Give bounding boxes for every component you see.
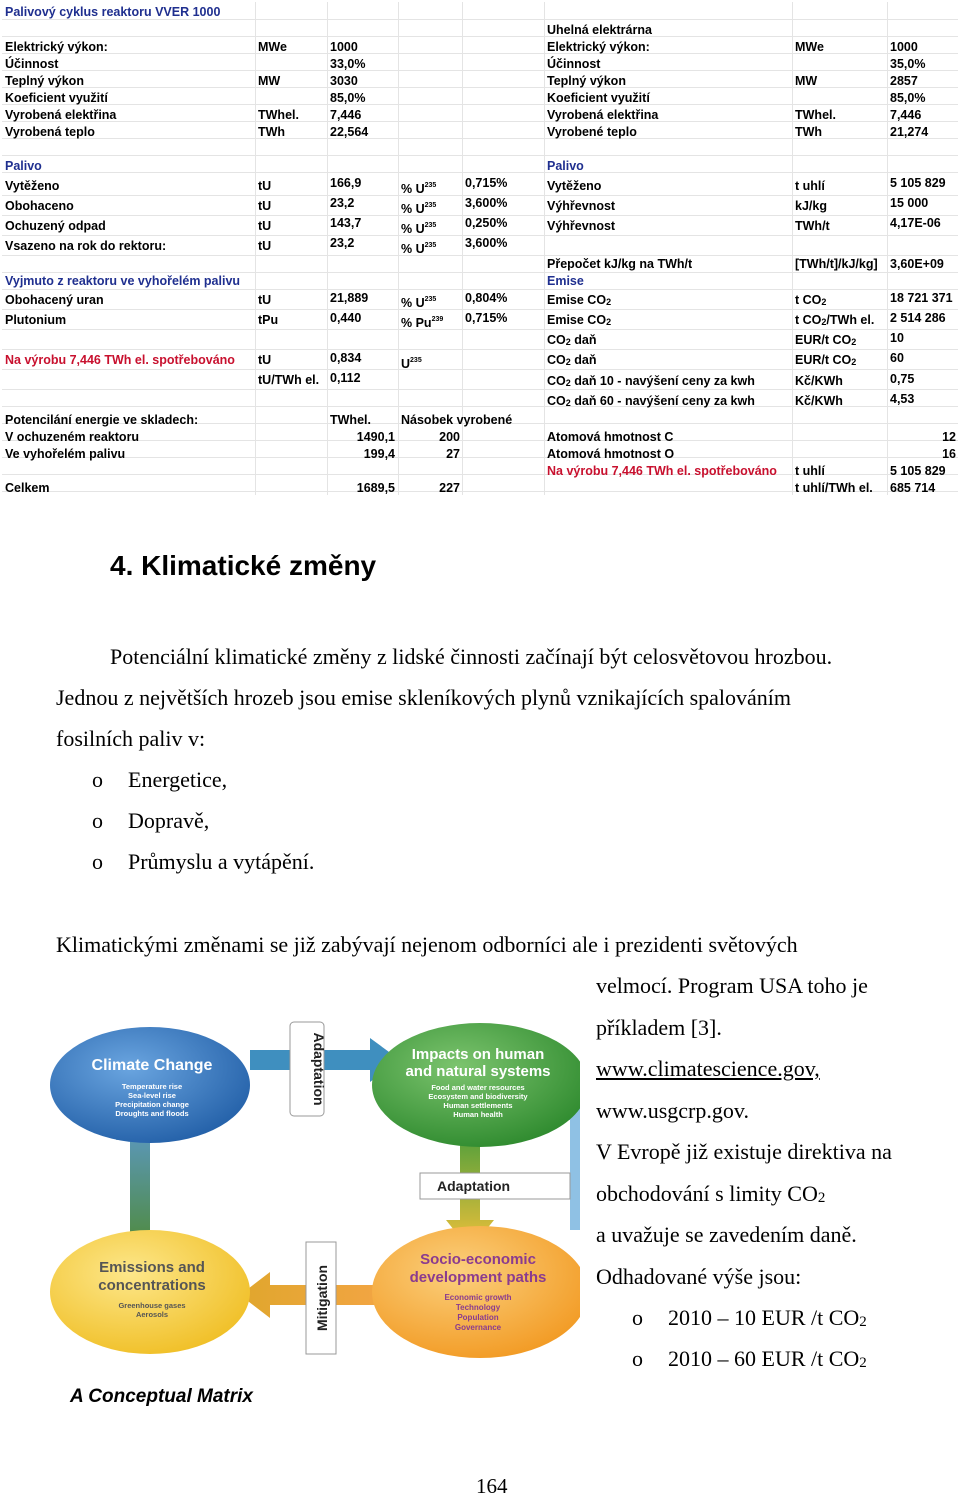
fuel-unit: tU bbox=[258, 179, 272, 193]
adaptation-horizontal-label: Adaptation bbox=[437, 1178, 511, 1194]
emise-unit: t $CO_2$ bbox=[795, 293, 827, 307]
spent-percent: 0,804% bbox=[465, 291, 508, 305]
param-label: Elektrický výkon: bbox=[5, 40, 108, 54]
atom-o-label: Atomová hmotnost O bbox=[547, 447, 675, 461]
potencial-row-label: V ochuzeném reaktoru bbox=[5, 430, 140, 444]
grid-line bbox=[2, 70, 958, 71]
emissions-title-1: Emissions and bbox=[99, 1259, 205, 1276]
potencial-row-value: 199,4 bbox=[363, 447, 395, 461]
spreadsheet bbox=[2, 2, 958, 495]
grid-line bbox=[2, 19, 958, 20]
climate-item: Droughts and floods bbox=[115, 1109, 189, 1118]
param-label: Vyrobené teplo bbox=[547, 125, 637, 139]
param-label: Účinnost bbox=[5, 57, 59, 71]
emise-unit: Kč/KWh bbox=[795, 394, 843, 408]
bullet-marker: o bbox=[632, 1346, 643, 1371]
spent-unit: tU bbox=[258, 293, 272, 307]
potencial-row-value: 1490,1 bbox=[356, 430, 395, 444]
grid-line bbox=[2, 155, 958, 156]
spent-consumed-isotope: $U^{235}$ bbox=[401, 357, 422, 371]
mitigation-label: Mitigation bbox=[314, 1264, 330, 1332]
emise-unit: Kč/KWh bbox=[795, 374, 843, 388]
spent-label: Plutonium bbox=[5, 313, 67, 327]
fuel-unit: tU bbox=[258, 199, 272, 213]
param-label: Vyrobená elektřina bbox=[5, 108, 117, 122]
param-unit: MWe bbox=[795, 40, 824, 54]
param-value: 35,0% bbox=[890, 57, 926, 71]
impacts-item: Food and water resources bbox=[431, 1083, 525, 1092]
bullet-item: 2010 – 10 EUR /t $CO_2$ bbox=[668, 1305, 867, 1330]
potencial-row-multiple: 200 bbox=[439, 430, 460, 444]
climate-item: Temperature rise bbox=[121, 1082, 183, 1091]
param-unit: MW bbox=[795, 74, 818, 88]
param-value: 7,446 bbox=[330, 108, 362, 122]
fuel-unit: kJ/kg bbox=[795, 199, 827, 213]
section-heading: 4. Klimatické změny bbox=[110, 550, 377, 581]
impacts-title-2: and natural systems bbox=[405, 1063, 551, 1080]
param-value: 1000 bbox=[890, 40, 918, 54]
prepocet-label: Přepočet kJ/kg na TWh/t bbox=[547, 257, 693, 271]
climate-title: Climate Change bbox=[91, 1057, 213, 1074]
param-label: Teplný výkon bbox=[547, 74, 626, 88]
socio-economic-ellipse bbox=[372, 1226, 580, 1358]
emise-value: 2 514 286 bbox=[890, 311, 946, 325]
emise-label: $CO_2$ daň 10 - navýšení ceny za kwh bbox=[547, 374, 755, 388]
spent-label: Obohacený uran bbox=[5, 293, 104, 307]
potencial-unit: TWhel. bbox=[330, 413, 371, 427]
socio-item: Technology bbox=[455, 1303, 501, 1312]
param-value: 2857 bbox=[890, 74, 918, 88]
vyjmuto-title: Vyjmuto z reaktoru ve vyhořelém palivu bbox=[5, 274, 241, 288]
socio-item: Population bbox=[457, 1313, 499, 1322]
fuel-value: 23,2 bbox=[330, 196, 355, 210]
adaptation-vertical-label: Adaptation bbox=[311, 1032, 327, 1106]
grid-line bbox=[2, 36, 958, 37]
fuel-label: Vytěženo bbox=[5, 179, 60, 193]
param-unit: TWhel. bbox=[795, 108, 836, 122]
prepocet-unit: [TWh/t]/kJ/kg] bbox=[795, 257, 878, 271]
emise-unit: EUR/t $CO_2$ bbox=[795, 333, 857, 347]
bullet-marker: o bbox=[92, 849, 103, 874]
potencial-row-multiple: 227 bbox=[439, 481, 460, 495]
fuel-value: 5 105 829 bbox=[890, 176, 946, 190]
potencial-row-label: Celkem bbox=[5, 481, 50, 495]
fuel-percent: 0,715% bbox=[465, 176, 508, 190]
paragraph2-line6: a uvažuje se zavedením daně. bbox=[596, 1222, 857, 1247]
left-palivo-title: Palivo bbox=[5, 159, 42, 173]
grid-line bbox=[327, 2, 328, 495]
left-sheet-title: Palivový cyklus reaktoru VVER 1000 bbox=[5, 5, 221, 19]
fuel-unit: t uhlí bbox=[795, 179, 825, 193]
fuel-isotope: % $U^{235}$ bbox=[401, 182, 437, 196]
conceptual-matrix-diagram bbox=[40, 1010, 580, 1380]
paragraph2-line5: obchodování s limity $CO_2$ bbox=[596, 1181, 826, 1206]
socio-item: Economic growth bbox=[444, 1293, 512, 1302]
param-value: 33,0% bbox=[330, 57, 366, 71]
fuel-percent: 0,250% bbox=[465, 216, 508, 230]
paragraph2-line3: příkladem [3]. bbox=[596, 1015, 722, 1040]
grid-line bbox=[2, 289, 958, 290]
fuel-percent: 3,600% bbox=[465, 236, 508, 250]
paragraph1-line1: Potenciální klimatické změny z lidské činnosti začínají být celosvětovou hrozbou. bbox=[110, 644, 833, 669]
grid-line bbox=[792, 2, 793, 495]
param-unit: TWhel. bbox=[258, 108, 299, 122]
coal-per-twh-value: 685 714 bbox=[890, 481, 936, 495]
spent-value: 0,440 bbox=[330, 311, 362, 325]
link-usgcrp[interactable]: www.usgcrp.gov. bbox=[596, 1098, 749, 1123]
fuel-label: Ochuzený odpad bbox=[5, 219, 106, 233]
paragraph1-line3: fosilních paliv v: bbox=[56, 726, 206, 751]
fuel-value: 4,17E-06 bbox=[890, 216, 941, 230]
impacts-item: Ecosystem and biodiversity bbox=[428, 1092, 528, 1101]
right-sheet-title: Uhelná elektrárna bbox=[547, 23, 652, 37]
prepocet-value: 3,60E+09 bbox=[890, 257, 944, 271]
param-unit: MWe bbox=[258, 40, 287, 54]
emissions-title-2: concentrations bbox=[98, 1277, 206, 1294]
emissions-item: Aerosols bbox=[135, 1310, 169, 1319]
spent-unit: tPu bbox=[258, 313, 279, 327]
param-label: Koeficient využití bbox=[5, 91, 108, 105]
grid-line bbox=[544, 2, 545, 495]
emise-label: Emise $CO_2$ bbox=[547, 313, 612, 327]
param-label: Koeficient využití bbox=[547, 91, 650, 105]
fuel-isotope: % $U^{235}$ bbox=[401, 202, 437, 216]
climate-item: Sea-level rise bbox=[128, 1091, 176, 1100]
paragraph2-line1: Klimatickými změnami se již zabývají nejenom odborníci ale i prezidenti světových bbox=[56, 932, 798, 957]
param-value: 21,274 bbox=[890, 125, 929, 139]
param-value: 1000 bbox=[330, 40, 358, 54]
fuel-label: Výhřevnost bbox=[547, 199, 616, 213]
param-value: 85,0% bbox=[890, 91, 926, 105]
potencial-label: Potencilání energie ve skladech: bbox=[5, 413, 199, 427]
spent-consumed-value: 0,834 bbox=[330, 351, 362, 365]
bullet-marker: o bbox=[92, 808, 103, 833]
page-number: 164 bbox=[476, 1474, 508, 1498]
emise-unit: t $CO_2$/TWh el. bbox=[795, 313, 875, 327]
param-label: Vyrobená elektřina bbox=[547, 108, 659, 122]
grid-line bbox=[2, 309, 958, 310]
coal-per-twh-unit: t uhlí/TWh el. bbox=[795, 481, 873, 495]
coal-consumed-unit: t uhlí bbox=[795, 464, 825, 478]
climate-item: Precipitation change bbox=[115, 1100, 189, 1109]
emise-value: 0,75 bbox=[890, 372, 915, 386]
atom-c-value: 12 bbox=[942, 430, 956, 444]
fuel-label: Výhřevnost bbox=[547, 219, 616, 233]
fuel-label: Vsazeno na rok do rektoru: bbox=[5, 239, 167, 253]
grid-line bbox=[255, 2, 256, 495]
spent-isotope: % Pu$^{239}$ bbox=[401, 316, 444, 330]
impacts-title-1: Impacts on human bbox=[411, 1046, 545, 1063]
bullet-item: Dopravě, bbox=[128, 808, 210, 833]
grid-line bbox=[2, 329, 958, 330]
emise-label: Emise $CO_2$ bbox=[547, 293, 612, 307]
fuel-value: 166,9 bbox=[330, 176, 362, 190]
socio-item: Governance bbox=[454, 1323, 502, 1332]
grid-line bbox=[2, 172, 958, 173]
grid-line bbox=[887, 2, 888, 495]
emise-label: $CO_2$ daň bbox=[547, 353, 597, 367]
spent-per-twh-value: 0,112 bbox=[330, 371, 361, 385]
potencial-row-label: Ve vyhořelém palivu bbox=[5, 447, 126, 461]
grid-line bbox=[2, 440, 958, 441]
paragraph2-line4: V Evropě již existuje direktiva na bbox=[596, 1139, 892, 1164]
fuel-value: 143,7 bbox=[330, 216, 362, 230]
param-value: 22,564 bbox=[330, 125, 369, 139]
fuel-label: Vytěženo bbox=[547, 179, 602, 193]
emise-value: 60 bbox=[890, 351, 904, 365]
right-palivo-title: Palivo bbox=[547, 159, 584, 173]
grid-line bbox=[2, 349, 958, 350]
potencial-multiple: Násobek vyrobené bbox=[401, 413, 513, 427]
potencial-row-value: 1689,5 bbox=[356, 481, 395, 495]
emise-unit: EUR/t $CO_2$ bbox=[795, 353, 857, 367]
grid-line bbox=[2, 255, 958, 256]
paragraph1-line2: Jednou z největších hrozeb jsou emise skleníkových plynů vznikajících spalováním bbox=[56, 685, 791, 710]
param-label: Elektrický výkon: bbox=[547, 40, 650, 54]
emise-value: 10 bbox=[890, 331, 904, 345]
param-label: Teplný výkon bbox=[5, 74, 84, 88]
figure-caption: A Conceptual Matrix bbox=[70, 1386, 253, 1407]
fuel-isotope: % $U^{235}$ bbox=[401, 242, 437, 256]
param-value: 3030 bbox=[330, 74, 358, 88]
spent-consumed-unit: tU bbox=[258, 353, 272, 367]
bullet-marker: o bbox=[632, 1305, 643, 1330]
grid-line bbox=[398, 2, 399, 495]
spent-isotope: % $U^{235}$ bbox=[401, 296, 437, 310]
bullet-item: Průmyslu a vytápění. bbox=[128, 849, 315, 874]
atom-o-value: 16 bbox=[942, 447, 956, 461]
emise-title: Emise bbox=[547, 274, 584, 288]
emise-label: $CO_2$ daň 60 - navýšení ceny za kwh bbox=[547, 394, 755, 408]
spent-percent: 0,715% bbox=[465, 311, 508, 325]
param-value: 7,446 bbox=[890, 108, 922, 122]
param-unit: TWh bbox=[795, 125, 823, 139]
param-unit: MW bbox=[258, 74, 281, 88]
potencial-row-multiple: 27 bbox=[446, 447, 460, 461]
socio-title-2: development paths bbox=[409, 1269, 547, 1286]
param-value: 85,0% bbox=[330, 91, 366, 105]
emissions-item: Greenhouse gases bbox=[118, 1301, 186, 1310]
fuel-unit: tU bbox=[258, 239, 272, 253]
paragraph2-line2: velmocí. Program USA toho je bbox=[596, 973, 868, 998]
impacts-item: Human health bbox=[453, 1110, 503, 1119]
fuel-value: 15 000 bbox=[890, 196, 929, 210]
impacts-item: Human settlements bbox=[443, 1101, 513, 1110]
bullet-item: Energetice, bbox=[128, 767, 228, 792]
fuel-unit: TWh/t bbox=[795, 219, 830, 233]
coal-consumed-value: 5 105 829 bbox=[890, 464, 946, 478]
emise-value: 4,53 bbox=[890, 392, 915, 406]
spent-consumed-label: Na výrobu 7,446 TWh el. spotřebováno bbox=[5, 353, 235, 367]
grid-line bbox=[2, 369, 958, 370]
coal-consumed-label: Na výrobu 7,446 TWh el. spotřebováno bbox=[547, 464, 777, 478]
fuel-label: Obohaceno bbox=[5, 199, 74, 213]
emise-value: 18 721 371 bbox=[890, 291, 953, 305]
fuel-unit: tU bbox=[258, 219, 272, 233]
fuel-value: 23,2 bbox=[330, 236, 355, 250]
grid-line bbox=[2, 457, 958, 458]
bullet-marker: o bbox=[92, 767, 103, 792]
bullet-item: 2010 – 60 EUR /t $CO_2$ bbox=[668, 1346, 867, 1371]
paragraph2-line7: Odhadované výše jsou: bbox=[596, 1264, 802, 1289]
emise-label: $CO_2$ daň bbox=[547, 333, 597, 347]
grid-line bbox=[2, 104, 958, 105]
fuel-isotope: % $U^{235}$ bbox=[401, 222, 437, 236]
link-climatescience[interactable]: www.climatescience.gov, bbox=[596, 1056, 820, 1081]
atom-c-label: Atomová hmotnost C bbox=[547, 430, 674, 444]
param-unit: TWh bbox=[258, 125, 286, 139]
socio-title-1: Socio-economic bbox=[420, 1251, 536, 1268]
grid-line bbox=[2, 272, 958, 273]
spent-per-twh-unit: tU/TWh el. bbox=[258, 373, 320, 387]
param-label: Účinnost bbox=[547, 57, 601, 71]
fuel-percent: 3,600% bbox=[465, 196, 508, 210]
spent-value: 21,889 bbox=[330, 291, 369, 305]
param-label: Vyrobená teplo bbox=[5, 125, 95, 139]
